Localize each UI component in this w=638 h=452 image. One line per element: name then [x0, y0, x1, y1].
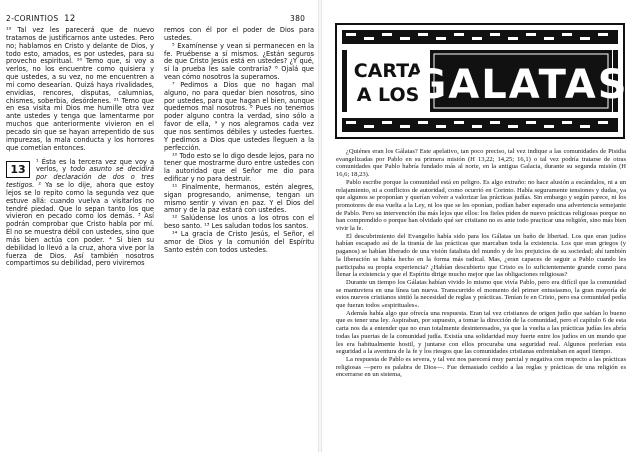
header-chapter: 12 — [64, 14, 76, 24]
page-number: 380 — [290, 14, 306, 23]
verse-paragraph: ¹⁴ La gracia de Cristo Jesús, el Señor, el amor de Dios y la comunión del Espíritu Santo estén con todos ustedes. — [164, 229, 314, 254]
title-banner-art — [334, 22, 629, 140]
intro-paragraph: Además había algo que ofrecía una respuesta. Eran tal vez cristianos de origen judío que sabían lo bueno que es tener una ley. Aspiraban, por supuesto, a tomar la dirección de la comunidad, pero el capítulo 6 de esta carta nos da a entender que no eran totalmente desinteresados, ya que la vuelta a las prácticas judías les abría todas las puertas de la comunidad judía. Existía una solidaridad muy fuerte entre los judíos en un mundo que les era habitualmente hostil, y juntarse con ellos procuraba una seguridad real. Algunos preferían esta seguridad a la aventura de la fe y los riesgos que las comunidades cristianas enfrentaban en aquel tiempo. — [336, 309, 626, 356]
verse-paragraph: ¹² Salúdense los unos a los otros con el beso santo. ¹³ Les saludan todos los santos. — [164, 214, 314, 231]
text-column-left — [6, 27, 154, 268]
verse-paragraph: ¹¹ Finalmente, hermanos, estén alegres, sigan progresando, animense, tengan un mismo sentir y vivan en paz. Y el Dios del amor y de la paz estará con ustedes. — [164, 182, 314, 215]
intro-paragraph: El descubrimiento del Evangelio había sido para los Gálatas un baño de libertad. Los que eran judíos habían escapado así de la tiranía de las prácticas que marcaban toda la existencia. Los que eran griegos (y paganos) se habían liberado de una visión fatalista del mundo y de los prejuicios de su sociedad; ahí también la liberación se había hecho en la forma más radical. Mas, ¿eran capaces de seguir a Pablo cuando les participaba su propia experiencia? ¿Habían descubierto que Cristo es lo suficientemente grande como para llenar la existencia y que el Espíritu dirige mucho mejor que las obligaciones religiosas? — [336, 232, 626, 279]
verse-paragraph: ⁷ Pedimos a Dios que no hagan mal alguno, no para quedar bien nosotros, sino por ustedes, para que hagan el bien, aunque quedemos mal nosotros. ⁸ Pues no tenemos poder alguno contra la verdad, sino sólo a favor de ella, ⁹ y nos alegramos cada vez que nos sentimos débiles y ustedes fuertes. Y pedimos a Dios que ustedes lleguen a la perfección. — [164, 80, 314, 152]
header-book: 2-CORINTIOS — [6, 14, 59, 23]
intro-paragraph: Durante un tiempo los Gálatas habían vivido lo mismo que vivía Pablo, pero era difícil que la comunidad se mantuviera en una línea tan nueva. Transcurrido el momento del primer entusiasmo, la gran mayoría de estos nuevos cristianos sintió la necesidad de reglas y prácticas. Tenían fe en Cristo, pero esa comunidad pedía que fueran todos «espirituales». — [336, 278, 626, 310]
intro-paragraph: ¿Quiénes eran los Gálatas? Este apelativo, tan poco preciso, tal vez indique a las comunidades de Pisidia evangelizadas por Pablo en su primera misión (H 13,22; 14,25; 16,1) o tal vez podría tratarse de otras comunidades que Pablo habría fundado más al norte, en la antigua Galacia, durante su segunda misión (H 16,6; 18,23). — [336, 148, 626, 179]
intro-paragraph: La respuesta de Pablo es severa, y tal vez nos parecerá muy parcial y negativa con respecto a las prácticas religiosas —pero es palabra de Dios—. Fue demasiado cedido a las reglas y prácticas de una religión es encerrarse en un sistema, — [336, 355, 626, 379]
right-page — [290, 0, 638, 452]
title-line-1: CARTA — [353, 60, 423, 82]
verse-paragraph: remos con él por el poder de Dios para ustedes. — [164, 26, 314, 42]
verse-paragraph: ¹⁰ Todo esto se lo digo desde lejos, para no tener que mostrarme duro entre ustedes con la autoridad que el Señor me dio para edificar y no para destruir. — [164, 151, 314, 184]
chapter-number-box: 13 — [6, 161, 30, 178]
intro-paragraph: Pablo escribe porque la comunidad está en peligro. Es algo extraño: no hace alusión a escándalos, ni a un relajamiento, ni a conflictos de autoridad, como ocurrió en Corinto. Había seguramente tensiones y dudas, ya que algunos se proponían y querían volver a valorizar las prácticas judías. Sin embargo y según parece, ni los promotores de esa vuelta a la Ley, ni los que se les oponían, podían haber esperado una advertencia semejante de Pablo. Pero su intervención iba más lejos que ellos: los fieles piden de nuevo prácticas religiosas porque no han comprendido o porque han olvidado qué ser cristiano no es ante todo practicar una religión, sino más bien vivir la fe. — [336, 178, 626, 233]
text-column-right — [164, 27, 314, 254]
verse-paragraph: ⁵ Examínense y vean si permanecen en la fe. Pruébense a sí mismos. ¿Están seguros de que Cristo Jesús está en ustedes? ¿Y qué, si la prueba les sale contraria? ⁶ Ojalá que vean cómo nosotros la superamos. — [164, 41, 314, 82]
verse-text: ² Ya se lo dije, ahora que estoy lejos se lo repito como la segunda vez que estuve allá: cuando vuelva a visitarlos no tendré piedad. Que lo sepan tanto los que vivieron en pecado como los demás. ³ Así podrán comprobar que Cristo habla por mí. Él no se muestra débil con ustedes, sino que más bien actúa con poder. ⁴ Si bien su debilidad lo llevó a la cruz, ahora vive por la fuerza de Dios. Así también nosotros compartimos su debilidad, pero viviremos — [6, 181, 154, 268]
introduction-text — [336, 148, 626, 379]
chapter-13-paragraph — [6, 159, 154, 269]
verse-text: ¹ Ésta es la tercera vez que voy a verlos, y — [36, 157, 154, 174]
verse-paragraph: ¹⁹ Tal vez les parecerá que de nuevo tratamos de justificarnos ante ustedes. Pero no; hablamos en Cristo y delante de Dios, y todo esto, amados, es por ustedes, para su provecho espiritual. ²⁰ Temo que, si voy a verlos, no los encuentre como quisiera y que ustedes, a su vez, no me encuentren a mí como desearían. Quizá haya rivalidades, envidias, rencores, disputas, calumnias, chismes, soberbia, desórdenes. ²¹ Temo que en esa visita mi Dios me humille otra vez ante ustedes y tenga que lamentarme por muchos que anteriormente vivieron en el pecado sin que se hayan arrepentido de sus impurezas, la mala conducta y los horrores que cometían entonces. — [6, 26, 154, 152]
title-line-2: A LOS — [356, 84, 420, 106]
verse-quote: todo asunto se decidirá por declaración de dos o tres testigos. — [6, 165, 154, 190]
running-header — [6, 14, 76, 24]
title-banner — [334, 22, 629, 140]
title-big: GALATAS — [413, 62, 629, 108]
